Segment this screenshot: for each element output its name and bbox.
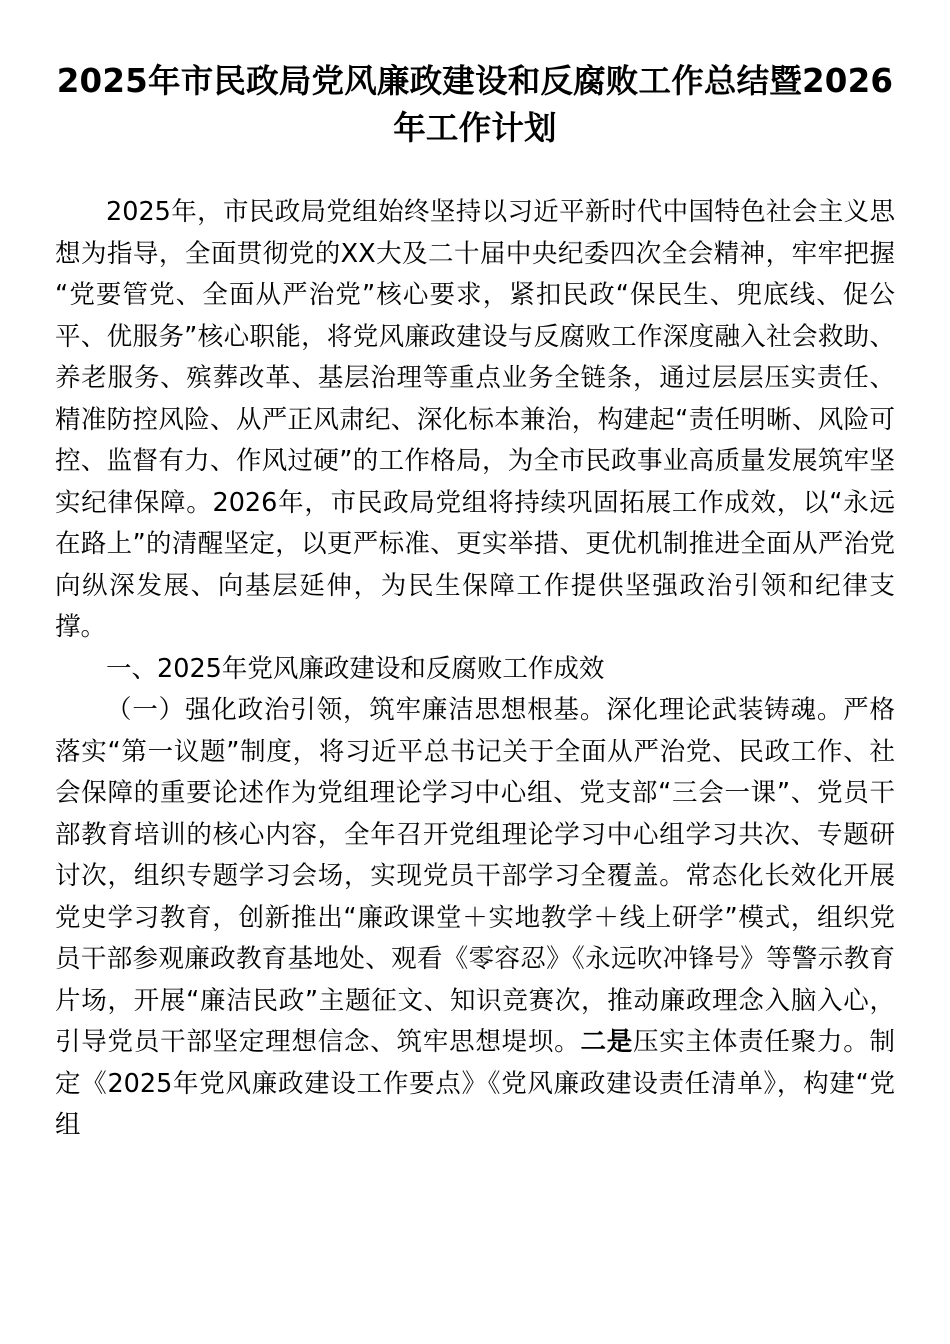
document-body: [55, 192, 895, 1147]
paragraph-intro: 2025年，市民政局党组始终坚持以习近平新时代中国特色社会主义思想为指导，全面贯彻党的XX大及二十届中央纪委四次全会精神，牢牢把握“党要管党、全面从严治党”核心要求，紧扣民政“保民生、兜底线、促公平、优服务”核心职能，将党风廉政建设与反腐败工作深度融入社会救助、养老服务、殡葬改革、基层治理等重点业务全链条，通过层层压实责任、精准防控风险、从严正风肃纪、深化标本兼治，构建起“责任明晰、风险可控、监督有力、作风过硬”的工作格局，为全市民政事业高质量发展筑牢坚实纪律保障。2026年，市民政局党组将持续巩固拓展工作成效，以“永远在路上”的清醒坚定，以更严标准、更实举措、更优机制推进全面从严治党向纵深发展、向基层延伸，为民生保障工作提供坚强政治引领和纪律支撑。: [55, 197, 895, 642]
emphasis-run: 二是: [580, 1027, 634, 1057]
section-heading-1: 一、2025年党风廉政建设和反腐败工作成效: [106, 653, 605, 684]
paragraph-section-1-1: [55, 690, 895, 1147]
text-run: （一）强化政治引领，筑牢廉洁思想根基。深化理论武装铸魂。严格落实“第一议题”制度，将习近平总书记关于全面从严治党、民政工作、社会保障的重要论述作为党组理论学习中心组、党支部“三会一课”、党员干部教育培训的核心内容，全年召开党组理论学习中心组学习共次、专题研讨次，组织专题学习会场，实现党员干部学习全覆盖。常态化长效化开展党史学习教育，创新推出“廉政课堂＋实地教学＋线上研学”模式，组织党员干部参观廉政教育基地处、观看《零容忍》《永远吹冲锋号》等警示教育片场，开展“廉洁民政”主题征文、知识竞赛次，推动廉政理念入脑入心，引导党员干部坚定理想信念、筑牢思想堤坝。: [55, 695, 895, 1057]
text-run: 压实主体责任聚力。制定《2025年党风廉政建设工作要点》《党风廉政建设责任清单》，构建“党组: [55, 1027, 895, 1140]
page-title: 2025年市民政局党风廉政建设和反腐败工作总结暨2026年工作计划: [56, 62, 894, 147]
